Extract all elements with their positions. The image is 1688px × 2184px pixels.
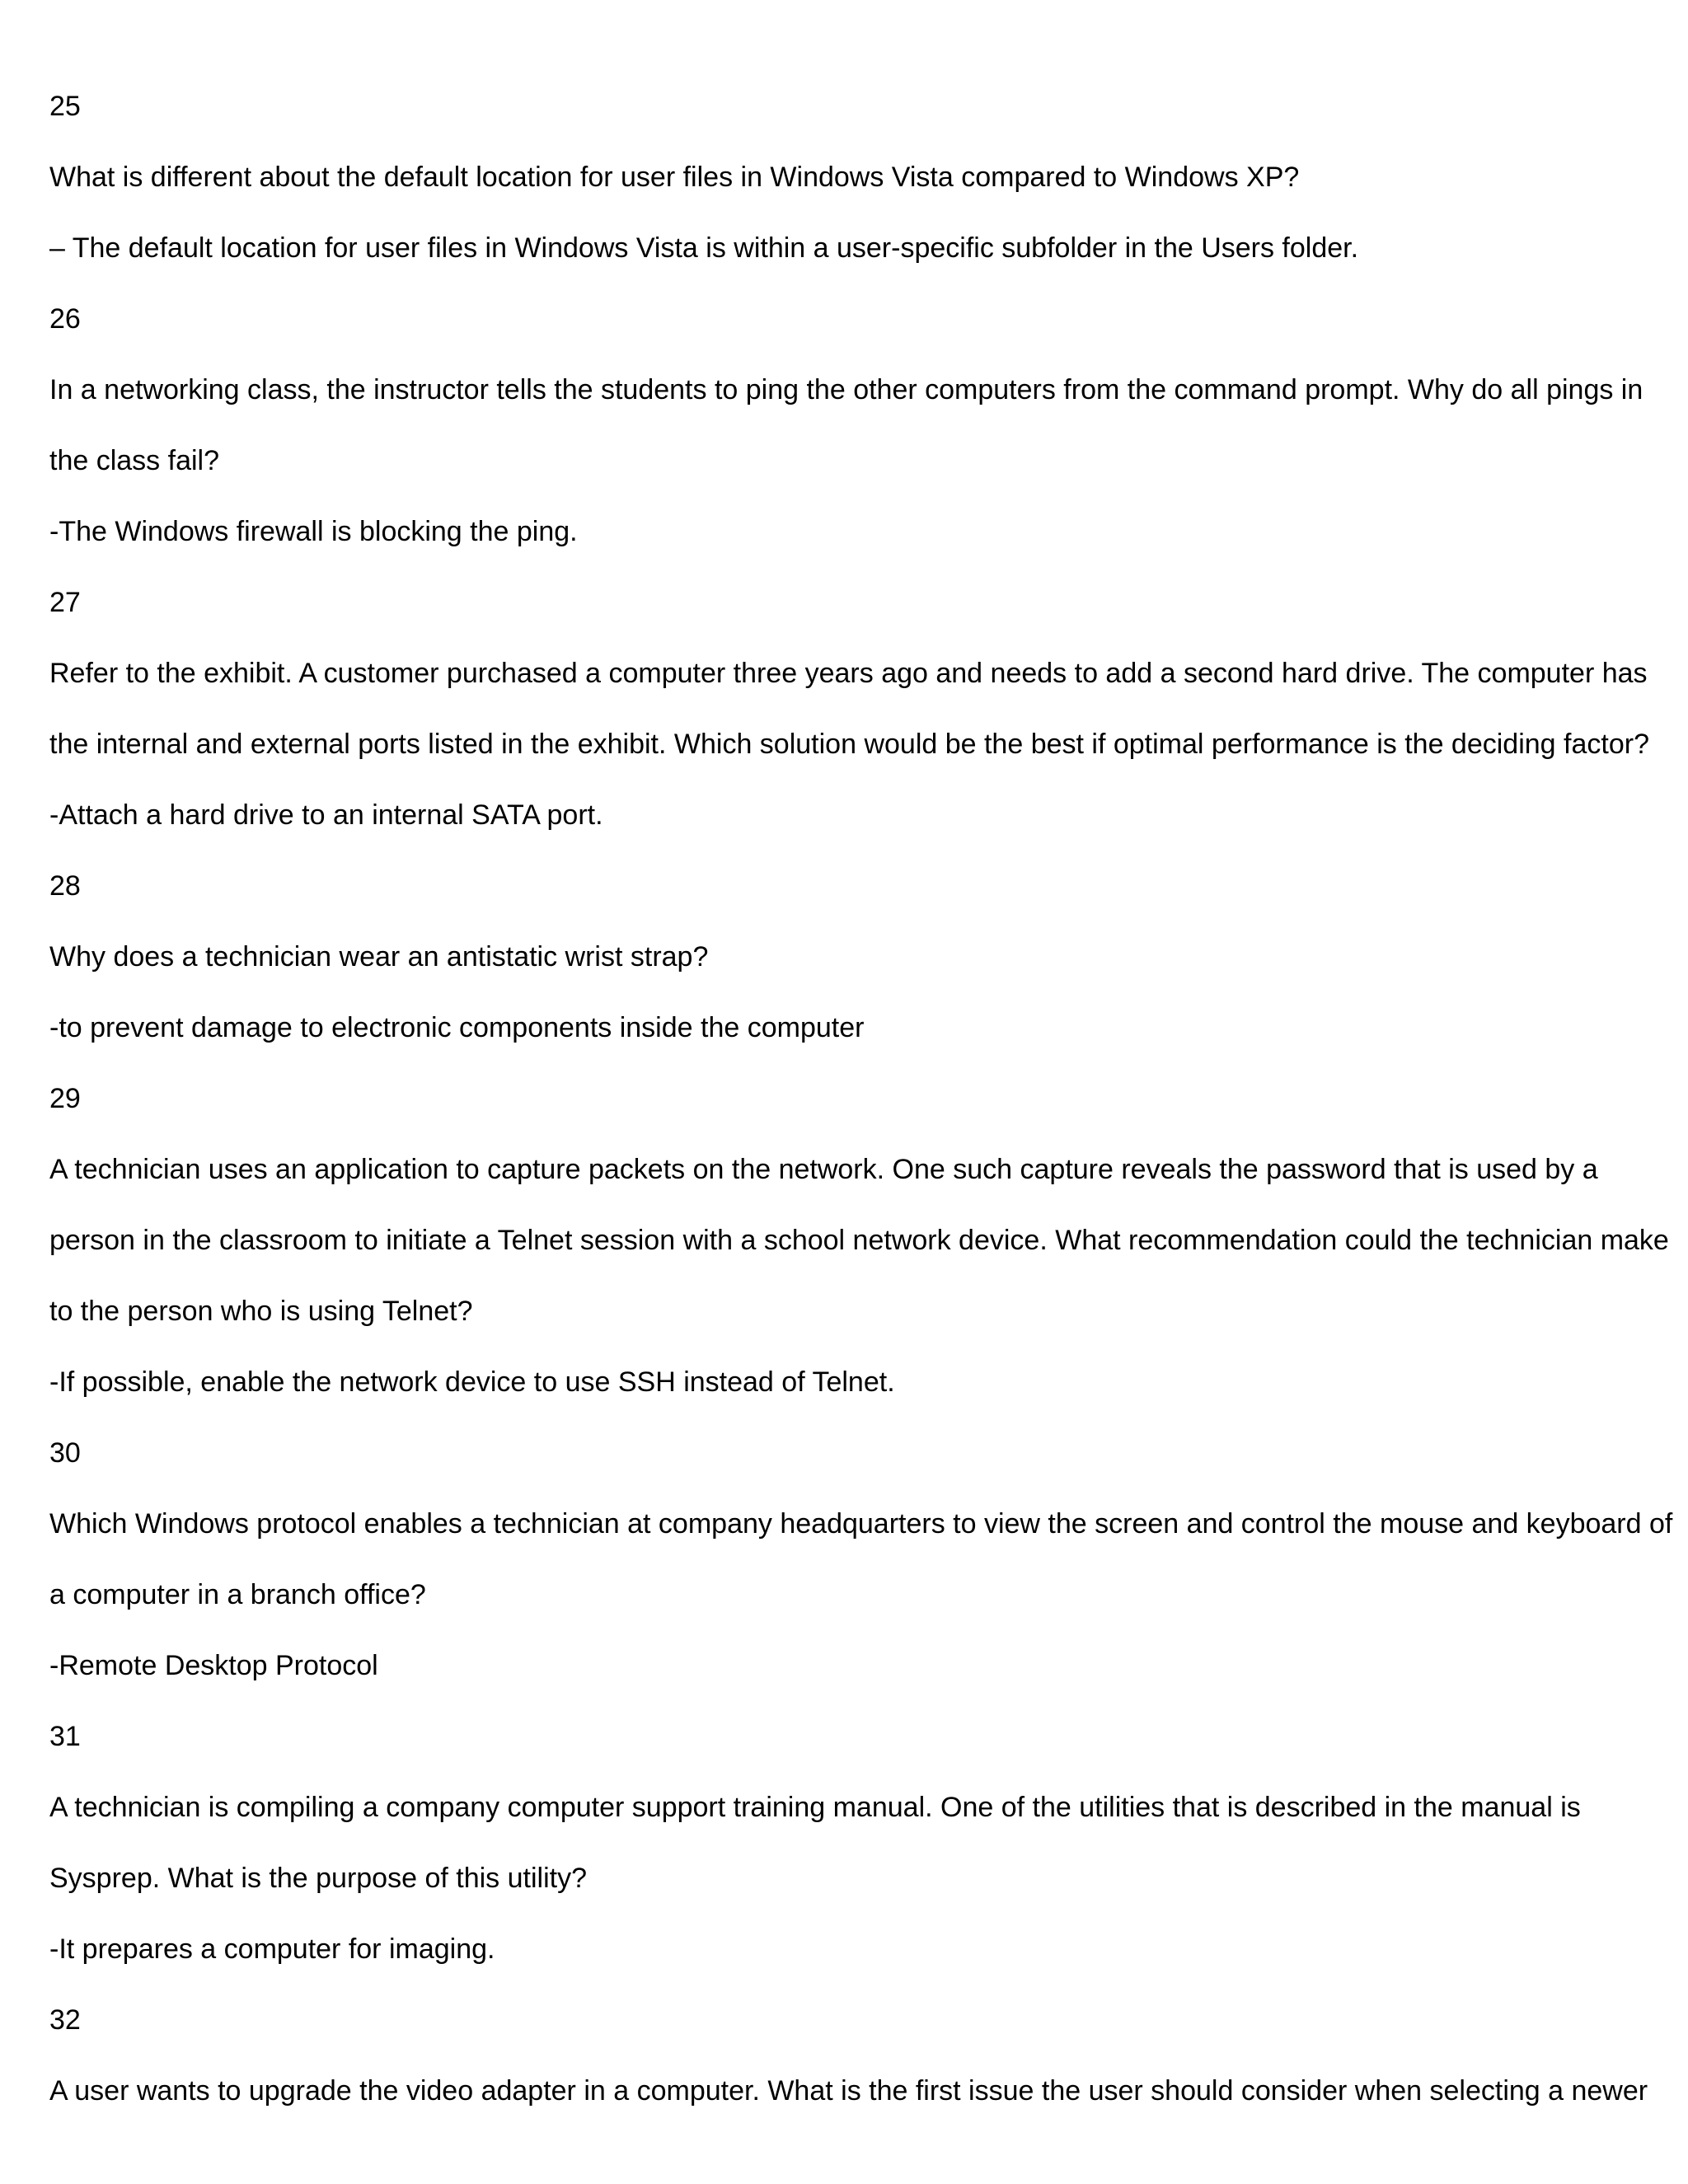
question-text: to the person who is using Telnet? bbox=[49, 1295, 473, 1327]
question-number: 30 bbox=[49, 1436, 81, 1469]
answer-text: -Remote Desktop Protocol bbox=[49, 1649, 378, 1681]
answer-text: -If possible, enable the network device to use SSH instead of Telnet. bbox=[49, 1366, 895, 1398]
question-text: Sysprep. What is the purpose of this utility? bbox=[49, 1862, 587, 1894]
question-text: What is different about the default location for user files in Windows Vista compared to Windows XP? bbox=[49, 161, 1300, 193]
question-text: A technician is compiling a company computer support training manual. One of the utilities that is described in the manual is bbox=[49, 1791, 1581, 1823]
question-number: 32 bbox=[49, 2004, 81, 2036]
answer-text: -It prepares a computer for imaging. bbox=[49, 1933, 495, 1965]
document-page bbox=[49, 71, 1673, 2126]
question-number: 28 bbox=[49, 869, 81, 902]
answer-text: -Attach a hard drive to an internal SATA port. bbox=[49, 799, 603, 831]
answer-text: -The Windows firewall is blocking the ping. bbox=[49, 515, 578, 547]
question-number: 25 bbox=[49, 90, 81, 122]
question-text: the internal and external ports listed in the exhibit. Which solution would be the best if optimal performance is the deciding factor? bbox=[49, 728, 1649, 760]
answer-text: – The default location for user files in Windows Vista is within a user-specific subfolder in the Users folder. bbox=[49, 232, 1359, 264]
question-text: Refer to the exhibit. A customer purchased a computer three years ago and needs to add a second hard drive. The computer has bbox=[49, 657, 1648, 689]
question-number: 26 bbox=[49, 302, 81, 335]
question-text: Why does a technician wear an antistatic wrist strap? bbox=[49, 940, 709, 972]
question-text: the class fail? bbox=[49, 444, 219, 476]
answer-text: -to prevent damage to electronic components inside the computer bbox=[49, 1011, 865, 1043]
question-text: A user wants to upgrade the video adapter in a computer. What is the first issue the user should consider when selecting a newer bbox=[49, 2074, 1648, 2107]
question-text: A technician uses an application to capture packets on the network. One such capture reveals the password that is used by a bbox=[49, 1153, 1598, 1185]
question-text: In a networking class, the instructor tells the students to ping the other computers from the command prompt. Why do all pings in bbox=[49, 373, 1643, 405]
question-text: a computer in a branch office? bbox=[49, 1578, 426, 1610]
question-number: 27 bbox=[49, 586, 81, 618]
question-number: 31 bbox=[49, 1720, 81, 1752]
question-text: Which Windows protocol enables a technician at company headquarters to view the screen and control the mouse and keyboard of bbox=[49, 1507, 1673, 1540]
question-number: 29 bbox=[49, 1082, 81, 1114]
question-text: person in the classroom to initiate a Telnet session with a school network device. What recommendation could the technician make bbox=[49, 1224, 1669, 1256]
